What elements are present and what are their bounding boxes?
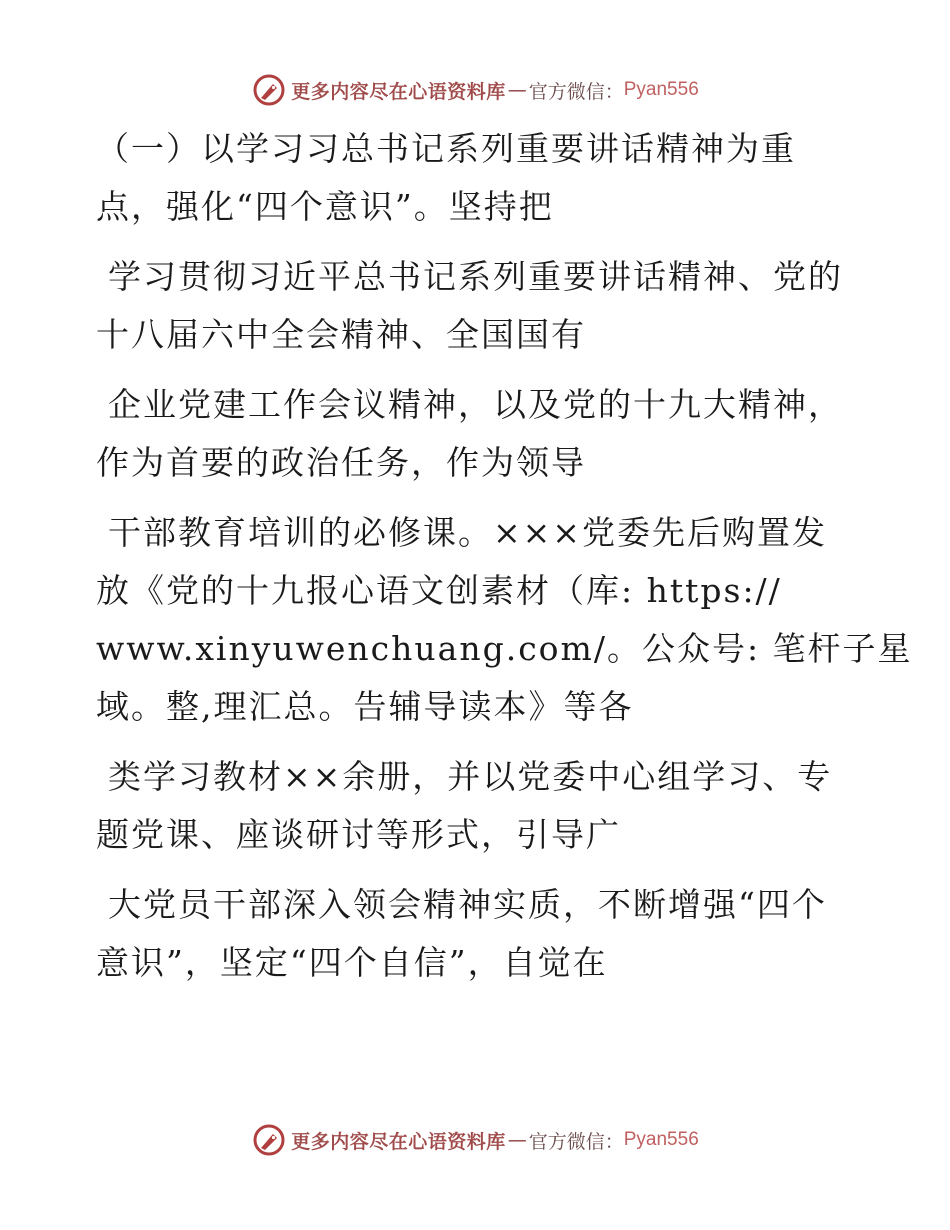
- paragraph-line: 十八届六中全会精神、全国国有: [96, 315, 586, 354]
- paragraph-line: 企业党建工作会议精神，以及党的十九大精神，: [108, 385, 843, 424]
- banner-main-text: 更多内容尽在心语资料库: [291, 1130, 506, 1153]
- banner-main-text: 更多内容尽在心语资料库: [291, 80, 506, 103]
- paragraph-line: 题党课、座谈研讨等形式，引导广: [96, 815, 621, 854]
- pen-nib-circle-icon: [251, 1122, 287, 1158]
- paragraph-1: [96, 120, 836, 236]
- paragraph-line: 意识”，坚定“四个自信”，自觉在: [96, 943, 608, 982]
- paragraph-3: [96, 376, 843, 492]
- paragraph-line: www.xinyuwenchuang.com/。公众号: 笔杆子星: [96, 629, 913, 668]
- paragraph-line: 作为首要的政治任务，作为领导: [96, 443, 586, 482]
- banner-wechat-label: 官方微信：: [528, 80, 624, 103]
- paragraph-6: [96, 876, 836, 992]
- paragraph-line: 域。整,理汇总。告辅导读本》等各: [96, 687, 634, 726]
- banner-separator: —: [507, 1129, 527, 1151]
- paragraph-line: 类学习教材××余册，并以党委中心组学习、专: [108, 757, 833, 796]
- paragraph-2: [96, 248, 843, 364]
- paragraph-line: 放《党的十九报心语文创素材（库: https://: [96, 571, 782, 610]
- paragraph-line: 大党员干部深入领会精神实质，不断增强“四个: [108, 885, 827, 924]
- banner-wechat-id: Pyan556: [623, 1129, 699, 1150]
- paragraph-4: [96, 504, 913, 736]
- banner-wechat-label: 官方微信：: [528, 1130, 624, 1153]
- banner-separator: —: [507, 79, 527, 101]
- paragraph-line: 点，强化“四个意识”。坚持把: [96, 187, 554, 226]
- document-body: [96, 120, 913, 992]
- pen-nib-circle-icon: [251, 72, 287, 108]
- paragraph-line: 学习贯彻习近平总书记系列重要讲话精神、党的: [108, 257, 843, 296]
- paragraph-line: （一）以学习习总书记系列重要讲话精神为重: [96, 129, 796, 168]
- paragraph-5: [96, 748, 836, 864]
- header-banner: [0, 70, 950, 110]
- paragraph-line: 干部教育培训的必修课。×××党委先后购置发: [108, 513, 827, 552]
- banner-wechat-id: Pyan556: [623, 79, 699, 100]
- footer-banner: [0, 1120, 950, 1160]
